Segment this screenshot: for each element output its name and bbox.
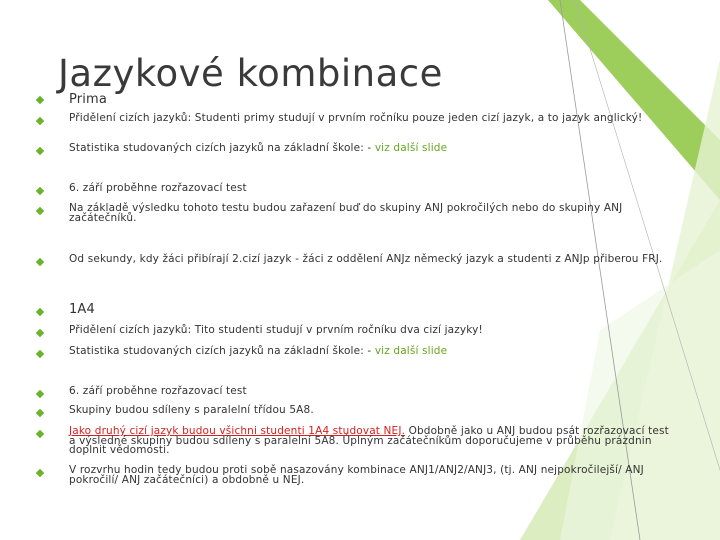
bullet-icon <box>36 147 44 155</box>
bullet-icon <box>36 430 44 438</box>
next-slide-link[interactable]: viz další slide <box>374 142 448 154</box>
bullet-text: Od sekundy, kdy žáci přibírají 2.cizí jazyk - žáci z oddělení ANJz německý jazyk a studenti z ANJp přiberou FRJ. <box>69 253 663 265</box>
bullet-text: Prima <box>69 92 107 107</box>
bullet-icon <box>36 96 44 104</box>
bullet-icon <box>36 308 44 316</box>
bullet-icon <box>36 390 44 398</box>
bullet-icon <box>36 187 44 195</box>
bullet-icon <box>36 207 44 215</box>
next-slide-link[interactable]: viz další slide <box>374 345 448 357</box>
bullet-text: Statistika studovaných cizích jazyků na základní škole: - viz další slide <box>69 345 448 357</box>
bullet-icon <box>36 409 44 417</box>
bullet-text: Na základě výsledku tohoto testu budou zařazení buď do skupiny ANJ pokročilých nebo do skupiny ANJ začátečníků. <box>69 202 623 224</box>
bullet-text: Přidělení cizích jazyků: Studenti primy studují v prvním ročníku pouze jeden cizí jazyk, a to jazyk anglický! <box>69 112 643 124</box>
bullet-icon <box>36 329 44 337</box>
bullet-text: Statistika studovaných cizích jazyků na základní škole: - viz další slide <box>69 142 448 154</box>
bullet-icon <box>36 350 44 358</box>
bullet-text: V rozvrhu hodin tedy budou proti sobě nasazovány kombinace ANJ1/ANJ2/ANJ3, (tj. ANJ nejpokročilejší/ ANJ pokročilí/ ANJ začátečníci) a obdobně u NEJ. <box>69 464 644 486</box>
bullet-text: 1A4 <box>69 302 95 317</box>
bullet-text: Přidělení cizích jazyků: Tito studenti studují v prvním ročníku dva cizí jazyky! <box>69 324 483 336</box>
slide-title: Jazykové kombinace <box>58 52 443 95</box>
bullet-icon <box>36 469 44 477</box>
bullet-text: 6. září proběhne rozřazovací test <box>69 385 247 397</box>
bullet-text: Skupiny budou sdíleny s paralelní třídou 5A8. <box>69 404 314 416</box>
bullet-text: 6. září proběhne rozřazovací test <box>69 182 247 194</box>
bullet-icon <box>36 117 44 125</box>
highlighted-text: Jako druhý cizí jazyk budou všichni studenti 1A4 studovat NEJ. <box>69 425 406 437</box>
bullet-text: Jako druhý cizí jazyk budou všichni studenti 1A4 studovat NEJ. Obdobně jako u ANJ budou psát rozřazovací test a výsledné skupiny budou sdíleny s paralelní 5A8. Úplným začátečníkům doporučujeme v průběhu prázdnin doplnit vědomosti. <box>69 425 669 456</box>
bullet-icon <box>36 258 44 266</box>
